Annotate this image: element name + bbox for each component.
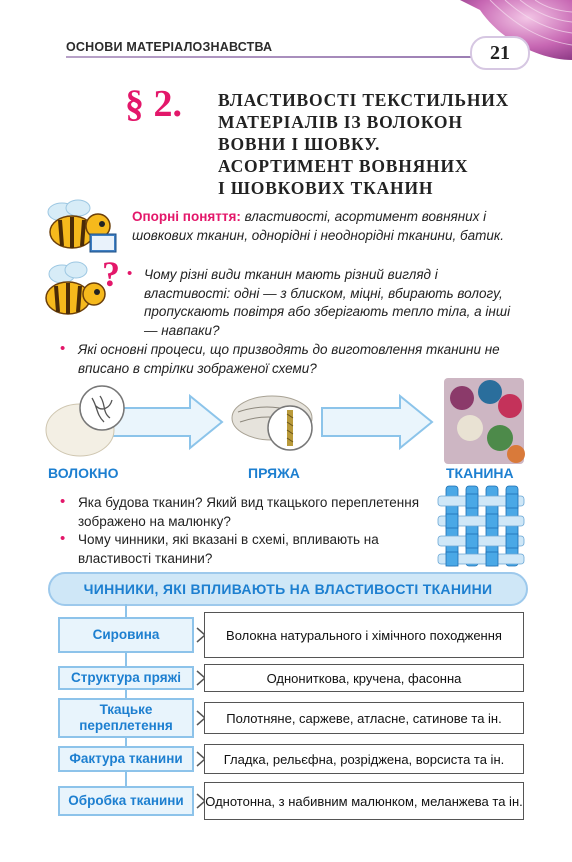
key-concepts (132, 208, 532, 245)
scheme-label-fiber: ВОЛОКНО (48, 465, 119, 481)
factor-value: Волокна натурального і хімічного походження (204, 612, 524, 658)
factor-name: Сировина (58, 617, 194, 653)
bullet-icon: • (60, 493, 66, 510)
chapter-title: ОСНОВИ МАТЕРІАЛОЗНАВСТВА (66, 40, 273, 54)
bullet-icon: • (60, 340, 66, 357)
factor-value: Однотонна, з набивним малюнком, меланжева та ін. (204, 782, 524, 820)
factor-name: Структура пряжі (58, 666, 194, 690)
bullet-icon: • (127, 265, 133, 282)
factor-value: Гладка, рельєфна, розріджена, ворсиста та ін. (204, 744, 524, 774)
fiber-image (46, 386, 124, 456)
question-text: Яка будова тканин? Який вид ткацького переплетення зображено на малюнку? (78, 495, 420, 529)
section-title-line: АСОРТИМЕНТ ВОВНЯНИХ (218, 156, 469, 176)
key-concepts-label: Опорні поняття: (132, 209, 241, 224)
question-text: Чому чинники, які вказані в схемі, впливають на властивості тканини? (78, 532, 379, 566)
section-title-line: ВОВНИ І ШОВКУ. (218, 134, 381, 154)
page-number: 21 (470, 36, 530, 70)
bee-question-image (36, 256, 126, 322)
section-title-line: МАТЕРІАЛІВ ІЗ ВОЛОКОН (218, 112, 463, 132)
factor-name: Фактура тканини (58, 746, 194, 772)
question-text: Чому різні види тканин мають різний вигляд і властивості: одні — з блиском, міцні, вбирають вологу, пропускають повітря або зберігають тепло тіла, а інші — навпаки? (144, 267, 511, 338)
arrow-icon (322, 396, 432, 448)
question-text: Які основні процеси, що призводять до виготовлення тканини не вписано в стрілки зображеної схеми? (78, 342, 500, 376)
factor-value: Полотняне, саржеве, атласне, сатинове та ін. (204, 702, 524, 734)
factor-value: Однониткова, кручена, фасонна (204, 664, 524, 692)
factor-name: Обробка тканини (58, 786, 194, 816)
arrow-icon (112, 396, 222, 448)
section-title-line: ВЛАСТИВОСТІ ТЕКСТИЛЬНИХ (218, 90, 510, 110)
bullet-icon: • (60, 530, 66, 547)
section-number: § 2. (125, 83, 182, 125)
header-divider (66, 56, 486, 58)
factor-name: Ткацьке переплетення (58, 698, 194, 738)
section-title (218, 89, 518, 199)
scheme-label-yarn: ПРЯЖА (248, 465, 300, 481)
weave-pattern-image (436, 484, 526, 568)
bee-reading-image (40, 196, 124, 256)
yarn-skein-image (232, 396, 312, 450)
factors-title: ЧИННИКИ, ЯКІ ВПЛИВАЮТЬ НА ВЛАСТИВОСТІ ТКАНИНИ (48, 572, 528, 606)
production-scheme (40, 378, 540, 466)
key-concepts-text: властивості, асортимент вовняних і шовкових тканин, однорідні і неоднорідні тканини, батик. (132, 209, 504, 243)
scheme-label-fabric: ТКАНИНА (446, 465, 514, 481)
fabric-image (444, 378, 525, 464)
svg-text:?: ? (102, 256, 120, 294)
section-title-line: І ШОВКОВИХ ТКАНИН (218, 178, 434, 198)
